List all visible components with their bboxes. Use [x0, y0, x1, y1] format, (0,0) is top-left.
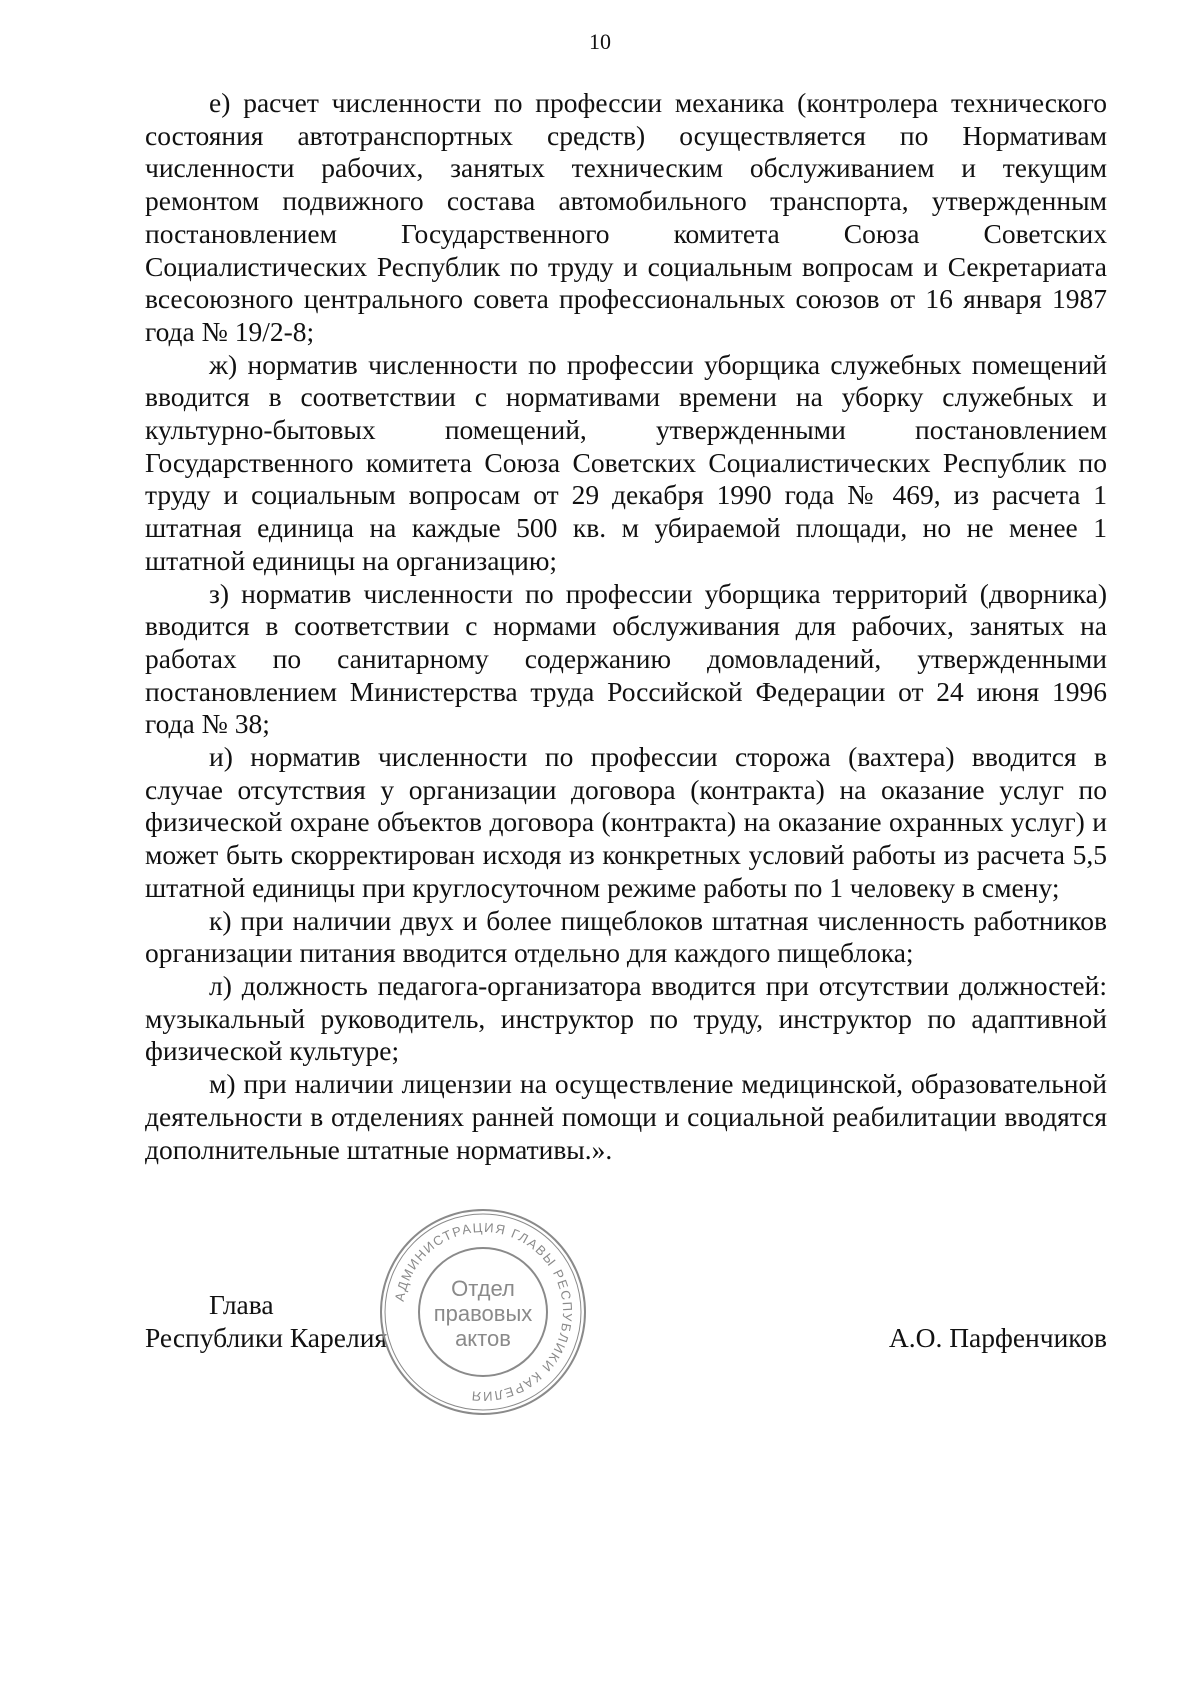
paragraph-l: л) должность педагога-организатора вводится при отсутствии должностей: музыкальный руководитель, инструктор по труду, инструктор по адаптивной физической культуре; — [145, 969, 1107, 1067]
stamp-seal-graphic — [377, 1206, 589, 1418]
signatory-title-line-1: Глава — [209, 1289, 274, 1320]
signatory-title-line-2: Республики Карелия — [145, 1322, 388, 1353]
signatory-name: А.О. Парфенчиков — [888, 1322, 1107, 1353]
paragraph-m: м) при наличии лицензии на осуществление медицинской, образовательной деятельности в отделениях ранней помощи и социальной реабилитации вводятся дополнительные штатные нормативы.». — [145, 1068, 1107, 1165]
page-number: 10 — [589, 29, 611, 54]
document-body — [145, 87, 1107, 1166]
paragraph-e: е) расчет численности по профессии механика (контролера технического состояния автотранспортных средств) осуществляется по Нормативам численности рабочих, занятых техническим обслуживанием и текущим ремонтом подвижного состава автомобильного транспорта, утвержденным постановлением Государственного комитета Союза Советских Социалистических Республик по труду и социальным вопросам и Секретариата всесоюзного центрального совета профессиональных союзов от 16 января 1987 года № 19/2-8; — [145, 87, 1107, 347]
paragraph-zh: ж) норматив численности по профессии уборщика служебных помещений вводится в соответствии с нормативами времени на уборку служебных и культурно-бытовых помещений, утвержденными постановлением Государственного комитета Союза Советских Социалистических Республик по труду и социальным вопросам от 29 декабря 1990 года № 469, из расчета 1 штатная единица на каждые 500 кв. м убираемой площади, но не менее 1 штатной единицы на организацию; — [145, 348, 1107, 576]
signature-block — [145, 1288, 1107, 1378]
stamp-center-line-1: Отдел — [451, 1276, 515, 1301]
stamp-center-line-3: актов — [455, 1326, 511, 1351]
official-stamp — [377, 1206, 589, 1418]
stamp-center-line-2: правовых — [433, 1301, 533, 1326]
paragraph-z: з) норматив численности по профессии уборщика территорий (дворника) вводится в соответствии с нормами обслуживания для рабочих, занятых на работах по санитарному содержанию домовладений, утвержденными постановлением Министерства труда Российской Федерации от 24 июня 1996 года № 38; — [145, 577, 1107, 740]
paragraph-k: к) при наличии двух и более пищеблоков штатная численность работников организации питания вводится отдельно для каждого пищеблока; — [145, 904, 1107, 969]
paragraph-i: и) норматив численности по профессии сторожа (вахтера) вводится в случае отсутствия у организации договора (контракта) на оказание услуг по физической охране объектов договора (контракта) на оказание охранных услуг) и может быть скорректирован исходя из конкретных условий работы из расчета 5,5 штатной единицы при круглосуточном режиме работы по 1 человеку в смену; — [145, 741, 1107, 903]
stamp-ring-text: АДМИНИСТРАЦИЯ ГЛАВЫ РЕСПУБЛИКИ КАРЕЛИЯ — [391, 1219, 576, 1405]
